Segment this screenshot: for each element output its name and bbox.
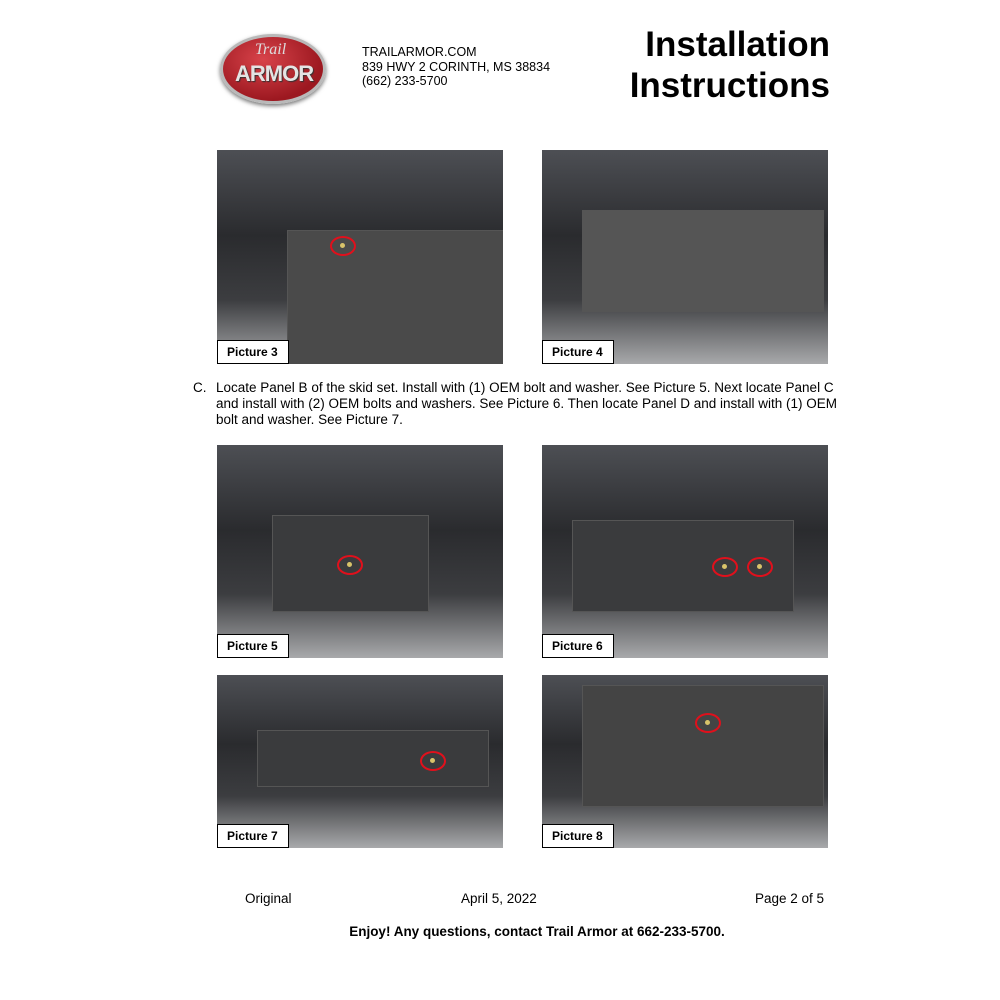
step-c-instructions [193,380,843,428]
address: 839 HWY 2 CORINTH, MS 38834 [362,59,551,74]
page-title [630,24,830,106]
title-line-1: Installation [645,25,830,64]
step-text: Locate Panel B of the skid set. Install with (1) OEM bolt and washer. See Picture 5. Next locate Panel C and install with (2) OEM bolts and washers. See Picture 6. Then locate Panel D and install with (1) OEM bolt and washer. See Picture 7. [216,380,838,427]
footer-version: Original [245,891,292,906]
phone: (662) 233-5700 [362,74,448,88]
bolt-marker [695,713,721,733]
bolt-marker [330,236,356,256]
footer-date: April 5, 2022 [461,891,537,906]
picture-7-photo [217,675,503,848]
footer-contact: Enjoy! Any questions, contact Trail Armor at 662-233-5700. [349,924,725,939]
title-line-2: Instructions [629,66,830,105]
picture-label: Picture 6 [542,634,614,658]
footer-page-number: Page 2 of 5 [755,891,825,906]
bolt-marker [747,557,773,577]
bolt-marker [337,555,363,575]
website: TRAILARMOR.COM [362,45,477,59]
picture-label: Picture 5 [217,634,289,658]
picture-8-photo [542,675,828,848]
picture-4-photo [542,150,828,364]
step-letter: C. [193,380,207,395]
picture-6-photo [542,445,828,658]
trail-armor-logo: Trail ARMOR [220,34,326,104]
picture-label: Picture 8 [542,824,614,848]
bolt-marker [420,751,446,771]
picture-label: Picture 4 [542,340,614,364]
picture-label: Picture 3 [217,340,289,364]
picture-5-photo [217,445,503,658]
bolt-marker [712,557,738,577]
company-contact [362,45,550,89]
picture-3-photo [217,150,503,364]
picture-label: Picture 7 [217,824,289,848]
